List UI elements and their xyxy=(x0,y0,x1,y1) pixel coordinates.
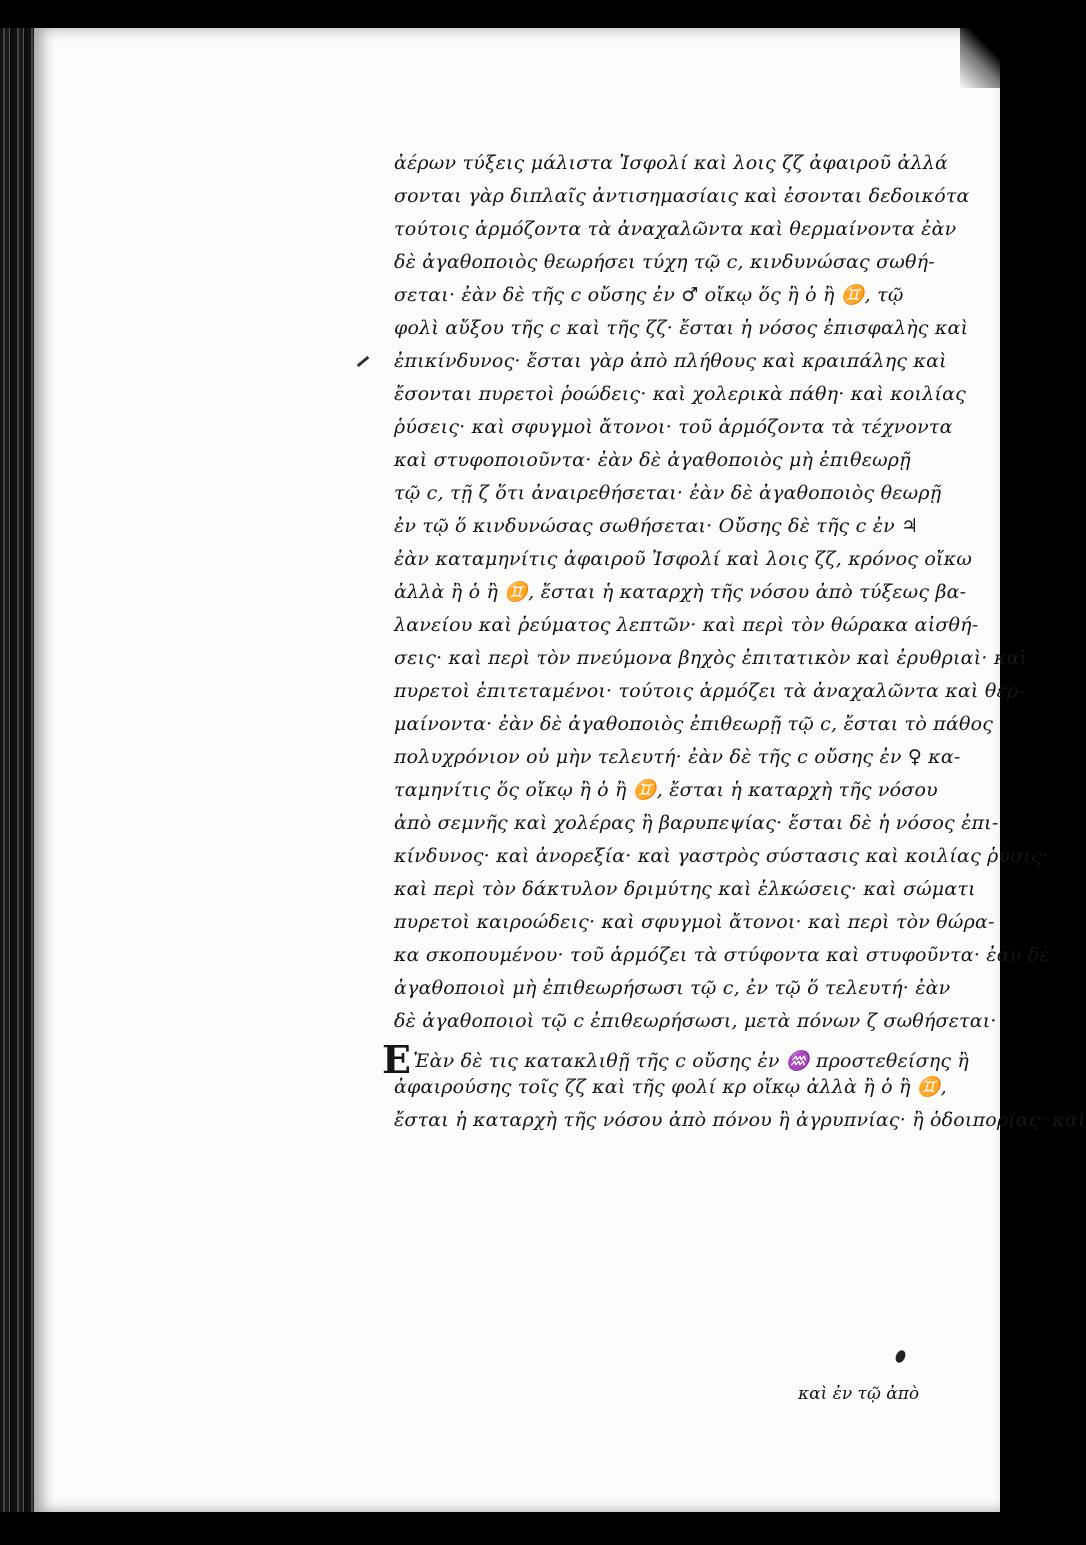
text-line: μαίνοντα· ἐὰν δὲ ἀγαθοποιὸς ἐπιθεωρῇ τῷ ϲ, ἔσται τὸ πάθος xyxy=(394,713,994,735)
text-line: ἀπὸ σεμνῆς καὶ χολέρας ἢ βαρυπεψίας· ἔσται δὲ ἡ νόσος ἐπι- xyxy=(394,812,999,834)
text-line: ἐὰν καταμηνίτις ἀφαιροῦ Ἰσφολί καὶ λοις ζζ, κρόνος οἴκω xyxy=(394,548,973,570)
manuscript-page xyxy=(34,28,1086,1512)
book-spine-gutter xyxy=(0,28,34,1512)
scan-top-border xyxy=(0,0,1000,28)
text-line: ἔσται ἡ καταρχὴ τῆς νόσου ἀπὸ πόνου ἢ ἀγρυπνίας· ἢ ὁδοιπορίας· καὶ xyxy=(394,1109,1086,1131)
text-line: πολυχρόνιον οὐ μὴν τελευτή· ἐὰν δὲ τῆς ϲ οὔσης ἐν ♀ κα- xyxy=(394,746,961,768)
text-line: ἐπικίνδυνος· ἔσται γὰρ ἀπὸ πλήθους καὶ κραιπάλης καὶ xyxy=(394,350,947,372)
page-corner-shadow xyxy=(960,28,1000,88)
text-line: κα σκοπουμένου· τοῦ ἁρμόζει τὰ στύφοντα καὶ στυφοῦντα· ἐὰν δὲ xyxy=(394,944,1050,966)
text-line: φολὶ αὔξου τῆς ϲ καὶ τῆς ζζ· ἔσται ἡ νόσος ἐπισφαλὴς καὶ xyxy=(394,317,969,339)
text-line: λανείου καὶ ῥεύματος λεπτῶν· καὶ περὶ τὸν θώρακα αἰσθή- xyxy=(394,614,979,636)
text-line: ἀγαθοποιοὶ μὴ ἐπιθεωρήσωσι τῷ ϲ, ἐν τῷ ὅ τελευτή· ἐὰν xyxy=(394,977,951,999)
text-line: καὶ στυφοποιοῦντα· ἐὰν δὲ ἀγαθοποιὸς μὴ ἐπιθεωρῇ xyxy=(394,449,911,471)
text-line: ἔσονται πυρετοὶ ῥοώδεις· καὶ χολερικὰ πάθη· καὶ κοιλίας xyxy=(394,383,966,405)
text-line: δὲ ἀγαθοποιὸς θεωρήσει τύχη τῷ ϲ, κινδυνώσας σωθή- xyxy=(394,251,935,273)
text-line: ταμηνίτις ὅς οἴκῳ ἢ ὁ ἢ ♊, ἔσται ἡ καταρχὴ τῆς νόσου xyxy=(394,779,938,801)
text-line: ἐν τῷ ὅ κινδυνώσας σωθήσεται· Οὔσης δὲ τῆς ϲ ἐν ♃ xyxy=(394,515,919,537)
text-line: ἀφαιρούσης τοῖς ζζ καὶ τῆς φολί κρ οἴκῳ ἀλλὰ ἢ ὁ ἢ ♊, xyxy=(394,1076,947,1098)
text-line: σεις· καὶ περὶ τὸν πνεύμονα βηχὸς ἐπιτατικὸν καὶ ἐρυθριαὶ· καὶ xyxy=(394,647,1028,669)
ink-blot xyxy=(894,1349,908,1365)
text-line: πυρετοὶ καιροώδεις· καὶ σφυγμοὶ ἄτονοι· καὶ περὶ τὸν θώρα- xyxy=(394,911,995,933)
catchword: καὶ ἐν τῷ ἀπὸ xyxy=(798,1384,920,1404)
text-line: καὶ περὶ τὸν δάκτυλον δριμύτης καὶ ἑλκώσεις· καὶ σώματι xyxy=(394,878,976,900)
text-line: τούτοις ἁρμόζοντα τὰ ἀναχαλῶντα καὶ θερμαίνοντα ἐὰν xyxy=(394,218,957,240)
text-line: πυρετοὶ ἐπιτεταμένοι· τούτοις ἁρμόζει τὰ ἀναχαλῶντα καὶ θερ- xyxy=(394,680,1025,702)
marginal-ink-mark xyxy=(357,356,370,367)
text-line: κίνδυνος· καὶ ἀνορεξία· καὶ γαστρὸς σύστασις καὶ κοιλίας ῥύσις· xyxy=(394,845,1049,867)
text-line: σεται· ἐὰν δὲ τῆς ϲ οὔσης ἐν ♂ οἴκῳ ὅς ἢ ὁ ἢ ♊, τῷ xyxy=(394,284,904,306)
text-line: ἀλλὰ ἢ ὁ ἢ ♊, ἔσται ἡ καταρχὴ τῆς νόσου ἀπὸ τύξεως βα- xyxy=(394,581,967,603)
text-line: Ἐὰν δὲ τις κατακλιθῇ τῆς ϲ οὔσης ἐν ♒ προστεθείσης ἢ xyxy=(413,1050,969,1072)
text-line: ἀέρων τύξεις μάλιστα Ἰσφολί καὶ λοις ζζ ἀφαιροῦ ἀλλά xyxy=(394,152,949,174)
text-line: σονται γὰρ διπλαῖς ἀντισημασίαις καὶ ἐσονται δεδοικότα xyxy=(394,185,970,207)
text-line: τῷ ϲ, τῇ ζ ὅτι ἀναιρεθήσεται· ἐὰν δὲ ἀγαθοποιὸς θεωρῇ xyxy=(394,482,942,504)
text-line: δὲ ἀγαθοποιοὶ τῷ ϲ ἐπιθεωρήσωσι, μετὰ πόνων ζ σωθήσεται· xyxy=(394,1010,997,1032)
decorated-initial: Ε xyxy=(382,1037,412,1082)
scan-bottom-border xyxy=(0,1512,1000,1545)
text-line: ῥύσεις· καὶ σφυγμοὶ ἄτονοι· τοῦ ἁρμόζοντα τὰ τέχνοντα xyxy=(394,416,953,438)
text-line-with-initial xyxy=(382,1037,982,1082)
